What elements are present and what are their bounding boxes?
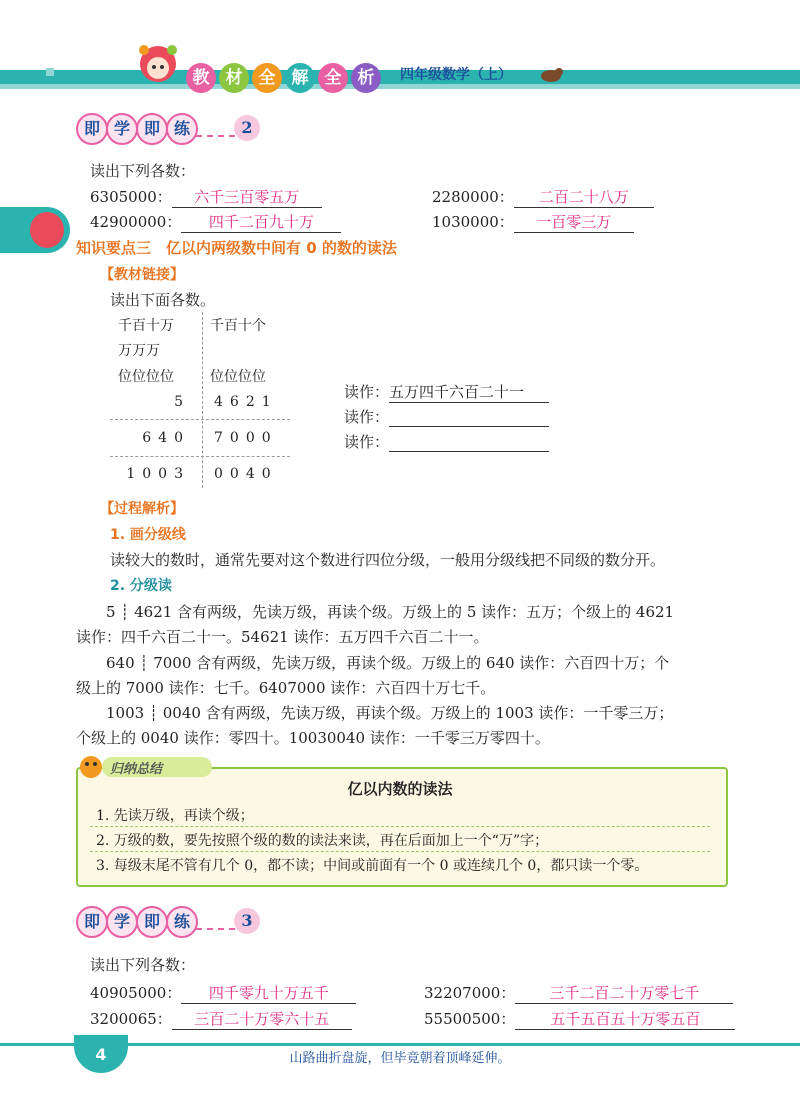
summary-divider <box>90 851 710 852</box>
item-answer: 四千二百九十万 <box>181 211 341 233</box>
high-header: 千百十万 <box>118 318 174 334</box>
header-band-light <box>0 84 800 89</box>
badge-number: 3 <box>234 908 260 934</box>
high-header: 位位位位 <box>118 369 174 385</box>
header-title <box>186 60 386 96</box>
item-answer: 六千三百零五万 <box>172 186 322 208</box>
analysis-line: 5 ┊ 4621 含有两级，先读万级，再读个级。万级上的 5 读作：五万；个级上的 4621 <box>106 603 675 621</box>
practice2-item <box>432 186 654 208</box>
step1-text: 读较大的数时，通常先要对这个数进行四位分级，一般用分级线把不同级的数分开。 <box>110 551 666 569</box>
practice3-item <box>90 982 356 1004</box>
place-value-table <box>110 312 290 488</box>
header-title-char: 全 <box>252 63 282 93</box>
item-number: 55500500： <box>424 1010 516 1028</box>
analysis-paragraph <box>76 600 726 650</box>
item-number: 6305000： <box>90 188 172 206</box>
header-title-char: 全 <box>318 63 348 93</box>
summary-item: 1. 先读万级，再读个级； <box>96 808 254 824</box>
row-divider <box>110 419 290 420</box>
step2-title: 2. 分级读 <box>110 578 172 594</box>
analysis-line: 读作：四千六百二十一。54621 读作：五万四千六百二十一。 <box>76 628 489 646</box>
badge-char: 即 <box>76 113 108 145</box>
mascot-girl-icon <box>130 40 186 90</box>
summary-item: 3. 每级末尾不管有几个 0，都不读；中间或前面有一个 0 或连续几个 0，都只读一个零。 <box>96 858 649 874</box>
read-label: 读作： <box>344 383 390 401</box>
practice-badge-2 <box>76 113 266 143</box>
practice3-instruction: 读出下列各数： <box>90 956 196 974</box>
low-digits: 7000 <box>214 430 278 446</box>
item-number: 3200065： <box>90 1010 172 1028</box>
read-line <box>344 431 549 452</box>
header-title-char: 解 <box>285 63 315 93</box>
read-answer: 五万四千六百二十一 <box>389 381 549 403</box>
practice2-item <box>90 186 322 208</box>
item-number: 2280000： <box>432 188 514 206</box>
summary-divider <box>90 826 710 827</box>
item-answer: 二百二十八万 <box>514 186 654 208</box>
badge-char: 学 <box>106 906 138 938</box>
item-number: 42900000： <box>90 213 182 231</box>
badge-char: 即 <box>76 906 108 938</box>
low-header: 位位位位 <box>210 369 266 385</box>
analysis-line: 640 ┊ 7000 含有两级，先读万级，再读个级。万级上的 640 读作：六百四十万；个 <box>106 654 670 672</box>
practice-badge-3 <box>76 906 266 936</box>
high-digits: 1003 <box>126 466 190 482</box>
header-title-char: 析 <box>351 63 381 93</box>
analysis-line: 个级上的 0040 读作：零四十。10030040 读作：一千零三万零四十。 <box>76 729 550 747</box>
high-digits: 640 <box>142 430 190 446</box>
summary-tag-text: 归纳总结 <box>110 762 163 777</box>
high-header: 万万万 <box>118 343 160 359</box>
header-checker-decoration <box>0 62 120 88</box>
footer-motto: 山路曲折盘旋，但毕竟朝着顶峰延伸。 <box>289 1051 511 1066</box>
item-answer: 一百零三万 <box>514 211 634 233</box>
high-digits: 5 <box>174 394 190 410</box>
header-title-char: 材 <box>219 63 249 93</box>
badge-char: 即 <box>136 113 168 145</box>
practice3-item <box>424 1008 735 1030</box>
item-answer: 三百二十万零六十五 <box>172 1008 352 1030</box>
low-header: 千百十个 <box>210 318 266 334</box>
low-digits: 4621 <box>214 394 278 410</box>
practice2-instruction: 读出下列各数： <box>90 162 196 180</box>
read-answer <box>389 433 549 452</box>
item-number: 1030000： <box>432 213 514 231</box>
low-digits: 0040 <box>214 466 278 482</box>
badge-number: 2 <box>234 115 260 141</box>
summary-title: 亿以内数的读法 <box>347 780 453 798</box>
textbook-link-text: 读出下面各数。 <box>110 291 216 309</box>
analysis-paragraph <box>76 651 726 701</box>
read-label: 读作： <box>344 433 390 451</box>
analysis-paragraph <box>76 701 726 751</box>
read-line <box>344 406 549 427</box>
badge-char: 即 <box>136 906 168 938</box>
summary-item: 2. 万级的数，要先按照个级的数的读法来读，再在后面加上一个“万”字； <box>96 833 549 849</box>
step1-title: 1. 画分级线 <box>110 527 186 543</box>
read-line <box>344 381 549 403</box>
analysis-line: 1003 ┊ 0040 含有两级，先读万级，再读个级。万级上的 1003 读作：一千零三万； <box>106 704 674 722</box>
header-bird-icon <box>535 64 565 84</box>
section-title: 知识要点三 亿以内两级数中间有 0 的数的读法 <box>76 239 397 257</box>
analysis-label: 【过程解析】 <box>100 501 184 517</box>
practice2-item <box>90 211 341 233</box>
practice3-item <box>424 982 733 1004</box>
header-title-char: 教 <box>186 63 216 93</box>
side-mascot-icon <box>30 212 64 248</box>
badge-char: 学 <box>106 113 138 145</box>
badge-char: 练 <box>166 906 198 938</box>
read-answer <box>389 408 549 427</box>
analysis-line: 级上的 7000 读作：七千。6407000 读作：六百四十万七千。 <box>76 679 496 697</box>
practice3-item <box>90 1008 352 1030</box>
item-answer: 四千零九十万五千 <box>181 982 356 1004</box>
page-number: 4 <box>74 1035 128 1073</box>
read-label: 读作： <box>344 408 390 426</box>
practice2-item <box>432 211 634 233</box>
level-divider <box>202 312 203 488</box>
item-number: 32207000： <box>424 984 516 1002</box>
row-divider <box>110 456 290 457</box>
item-number: 40905000： <box>90 984 182 1002</box>
item-answer: 五千五百五十万零五百 <box>515 1008 735 1030</box>
badge-char: 练 <box>166 113 198 145</box>
textbook-link-label: 【教材链接】 <box>100 267 184 283</box>
item-answer: 三千二百二十万零七千 <box>515 982 733 1004</box>
summary-tag <box>80 757 230 777</box>
header-grade: 四年级数学（上） <box>400 67 512 83</box>
